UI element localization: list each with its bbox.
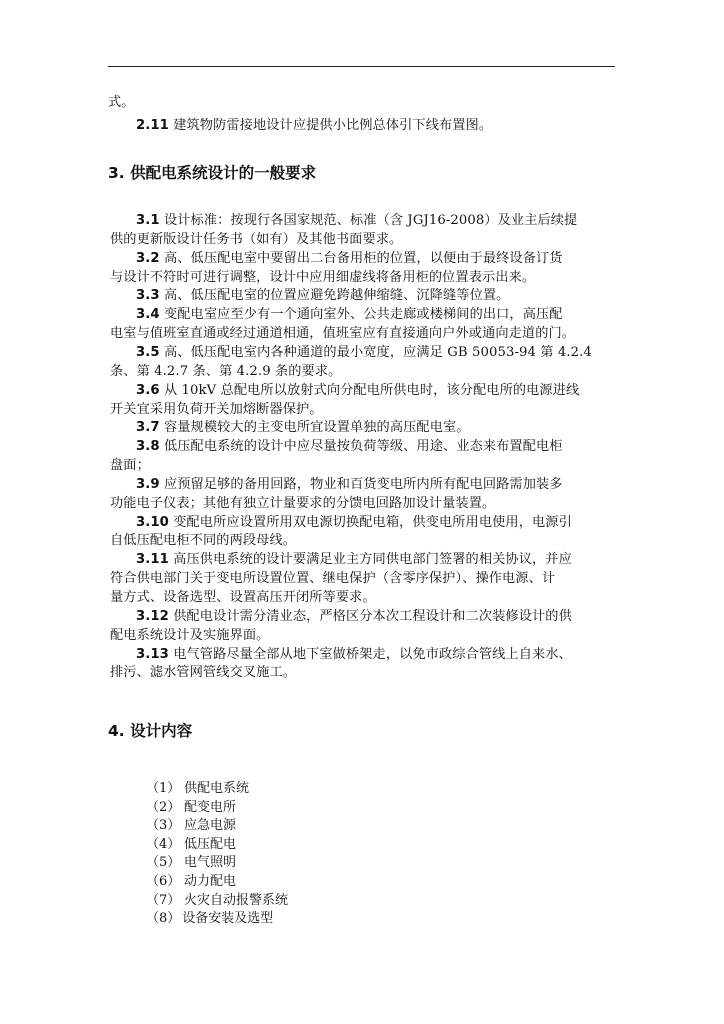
clause-number: 3.13 bbox=[136, 646, 169, 662]
text-line bbox=[136, 646, 572, 664]
list-label: 低压配电 bbox=[184, 836, 237, 852]
line-text: 配电系统设计及实施界面。 bbox=[110, 627, 270, 643]
text-line bbox=[136, 419, 470, 437]
text-line bbox=[110, 495, 495, 513]
line-text: 与设计不符时可进行调整，设计中应用细虚线将备用柜的位置表示出来。 bbox=[110, 269, 536, 285]
header-rule bbox=[108, 66, 615, 67]
list-item bbox=[146, 836, 288, 855]
clause-number: 3.1 bbox=[136, 213, 160, 228]
list-number: （1） bbox=[146, 781, 181, 796]
clause-number: 3.11 bbox=[136, 552, 169, 568]
text-line bbox=[110, 664, 296, 682]
line-text: 量方式、设备选型、设置高压开闭所等要求。 bbox=[110, 590, 376, 605]
clause-number: 2.11 bbox=[136, 118, 169, 133]
text-line bbox=[136, 344, 592, 362]
text-line bbox=[136, 476, 563, 494]
design-content-list bbox=[146, 780, 288, 929]
line-text: 电室与值班室直通或经过通道相通，值班室应有直接通向户外或通向走道的门。 bbox=[110, 326, 576, 342]
clause-number: 3.4 bbox=[136, 307, 160, 323]
list-item bbox=[146, 910, 288, 929]
list-label: 配变电所 bbox=[184, 799, 237, 815]
clause-number: 3.8 bbox=[136, 439, 160, 455]
text-line bbox=[136, 117, 492, 135]
list-number: （3） bbox=[146, 818, 181, 834]
line-text: 功能电子仪表；其他有独立计量要求的分馈电回路加设计量装置。 bbox=[110, 495, 496, 511]
line-text: 供配电设计需分清业态，严格区分本次工程设计和二次装修设计的供 bbox=[168, 608, 572, 624]
section-4-heading: 4. 设计内容 bbox=[108, 722, 193, 740]
text-line bbox=[136, 551, 572, 569]
text-line bbox=[136, 514, 572, 532]
text-line bbox=[110, 401, 323, 419]
list-label: 设备安装及选型 bbox=[182, 911, 274, 927]
clause-number: 3.5 bbox=[136, 344, 160, 360]
line-text: 建筑物防雷接地设计应提供小比例总体引下线布置图。 bbox=[168, 118, 493, 133]
line-text: 变配电室应至少有一个通向室外、公共走廊或楼梯间的出口，高压配 bbox=[159, 307, 563, 323]
line-text: 设计标准：按现行各国家规范、标准（含 JGJ16-2008）及业主后续提 bbox=[159, 213, 578, 228]
list-label: 动力配电 bbox=[184, 873, 237, 889]
line-text: 盘面； bbox=[110, 458, 150, 474]
list-item bbox=[146, 780, 288, 799]
line-text: 条、第 4.2.7 条、第 4.2.9 条的要求。 bbox=[110, 363, 342, 379]
clause-number: 3.12 bbox=[136, 608, 169, 624]
line-text: 高压供电系统的设计要满足业主方同供电部门签署的相关协议，并应 bbox=[168, 552, 572, 568]
text-line bbox=[136, 250, 563, 268]
text-line bbox=[136, 438, 563, 456]
clause-number: 3.2 bbox=[136, 250, 160, 266]
list-label: 电气照明 bbox=[184, 855, 237, 871]
line-text: 供的更新版设计任务书（如有）及其他书面要求。 bbox=[110, 231, 403, 247]
line-text: 高、低压配电室中要留出二台备用柜的位置，以便由于最终设备订货 bbox=[159, 250, 563, 266]
text-line bbox=[136, 306, 563, 324]
text-line bbox=[108, 94, 135, 112]
text-line bbox=[136, 608, 572, 626]
list-number: （4） bbox=[146, 836, 181, 852]
text-line bbox=[110, 627, 269, 645]
line-text: 式。 bbox=[108, 95, 135, 110]
line-text: 排污、滤水管网管线交叉施工。 bbox=[110, 665, 297, 681]
list-number: （6） bbox=[146, 873, 181, 889]
list-item bbox=[146, 892, 288, 911]
text-line bbox=[110, 269, 535, 287]
text-line bbox=[136, 212, 577, 230]
clause-number: 3.3 bbox=[136, 288, 160, 304]
line-text: 自低压配电柜不同的两段母线。 bbox=[110, 533, 297, 549]
clause-number: 3.9 bbox=[136, 476, 160, 492]
line-text: 容量规模较大的主变电所宜设置单独的高压配电室。 bbox=[159, 420, 470, 436]
line-text: 符合供电部门关于变电所设置位置、继电保护（含零序保护）、操作电源、计 bbox=[110, 571, 556, 587]
text-line bbox=[110, 532, 296, 550]
list-number: （2） bbox=[146, 799, 181, 815]
list-item bbox=[146, 873, 288, 892]
list-item bbox=[146, 817, 288, 836]
line-text: 应预留足够的备用回路，物业和百货变电所内所有配电回路需加装多 bbox=[159, 476, 563, 492]
line-text: 变配电所应设置所用双电源切换配电箱，供变电所用电使用，电源引 bbox=[168, 514, 572, 530]
text-line bbox=[110, 231, 402, 249]
line-text: 电气管路尽量全部从地下室做桥架走，以免市政综合管线上自来水、 bbox=[168, 646, 572, 662]
list-number: （5） bbox=[146, 855, 181, 871]
line-text: 开关宜采用负荷开关加熔断器保护。 bbox=[110, 401, 323, 417]
list-number: （7） bbox=[146, 892, 181, 908]
list-label: 应急电源 bbox=[184, 818, 237, 834]
clause-number: 3.6 bbox=[136, 382, 160, 398]
list-label: 供配电系统 bbox=[184, 781, 250, 796]
text-line bbox=[136, 287, 509, 305]
line-text: 从 10kV 总配电所以放射式向分配电所供电时，该分配电所的电源进线 bbox=[159, 382, 580, 398]
text-line bbox=[110, 457, 150, 475]
list-number: （8） bbox=[146, 911, 181, 927]
clause-number: 3.7 bbox=[136, 420, 160, 436]
list-item bbox=[146, 854, 288, 873]
line-text: 高、低压配电室的位置应避免跨越伸缩缝、沉降缝等位置。 bbox=[159, 288, 510, 304]
line-text: 高、低压配电室内各种通道的最小宽度，应满足 GB 50053-94 第 4.2.4 bbox=[159, 344, 592, 360]
clause-number: 3.10 bbox=[136, 514, 169, 530]
list-item bbox=[146, 799, 288, 818]
text-line bbox=[136, 382, 579, 400]
text-line bbox=[110, 325, 575, 343]
text-line bbox=[110, 570, 555, 588]
list-label: 火灾自动报警系统 bbox=[184, 892, 289, 908]
text-line bbox=[110, 589, 376, 607]
text-line bbox=[110, 363, 341, 381]
line-text: 低压配电系统的设计中应尽量按负荷等级、用途、业态来布置配电柜 bbox=[159, 439, 563, 455]
section-3-heading: 3. 供配电系统设计的一般要求 bbox=[108, 164, 317, 182]
